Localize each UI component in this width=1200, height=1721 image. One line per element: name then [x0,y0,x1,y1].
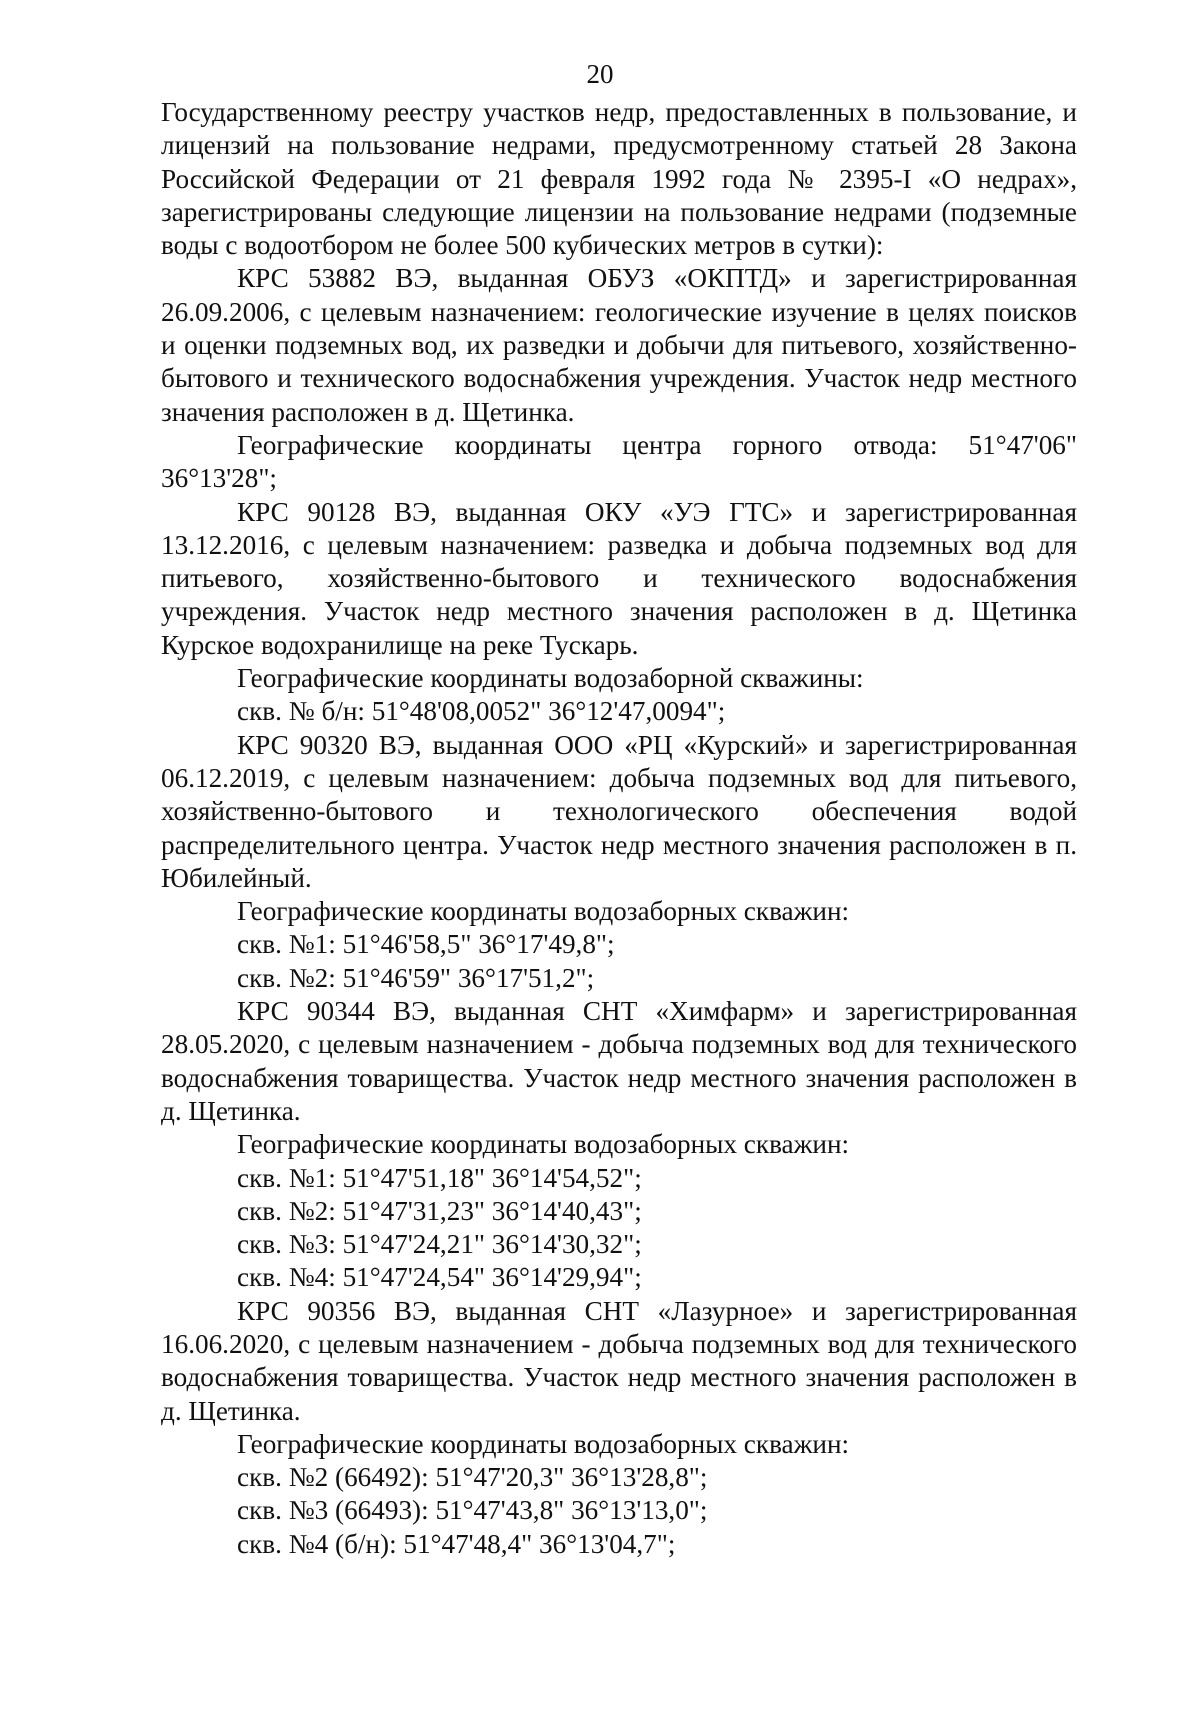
coordinates-header: Географические координаты центра горного отвода: 51°47'06" 36°13'28"; [161,429,1077,494]
coordinates-header: Географические координаты водозаборных скважин: [237,1428,850,1459]
page-number: 20 [586,59,614,89]
well-coordinate: скв. №3: 51°47'24,21" 36°14'30,32"; [237,1229,642,1260]
well-coordinate: скв. № б/н: 51°48'08,0052" 36°12'47,0094"; [237,696,726,727]
well-coordinate: скв. №4 (б/н): 51°47'48,4" 36°13'04,7"; [237,1528,676,1559]
license-paragraph: КРС 90344 ВЭ, выданная СНТ «Химфарм» и зарегистрированная 28.05.2020, с целевым назначением - добыча подземных вод для технического водоснабжения товарищества. Участок недр местного значения расположен в д. Щетинка. [161,996,1077,1126]
document-body [161,96,1077,1561]
well-coordinate: скв. №3 (66493): 51°47'43,8" 36°13'13,0"; [237,1495,708,1526]
well-coordinate: скв. №1: 51°46'58,5" 36°17'49,8"; [237,929,615,960]
coordinates-header: Географические координаты водозаборных скважин: [237,1129,850,1160]
well-coordinate: скв. №1: 51°47'51,18" 36°14'54,52"; [237,1162,642,1193]
coordinates-header: Географические координаты водозаборных скважин: [237,896,850,927]
license-paragraph: КРС 90356 ВЭ, выданная СНТ «Лазурное» и зарегистрированная 16.06.2020, с целевым назначением - добыча подземных вод для технического водоснабжения товарищества. Участок недр местного значения расположен в д. Щетинка. [161,1295,1077,1426]
well-coordinate: скв. №4: 51°47'24,54" 36°14'29,94"; [237,1262,642,1293]
well-coordinate: скв. №2: 51°46'59" 36°17'51,2"; [237,962,595,993]
license-paragraph: КРС 90320 ВЭ, выданная ООО «РЦ «Курский» и зарегистрированная 06.12.2019, с целевым назначением: добыча подземных вод для питьевого, хозяйственно-бытового и технологического обеспечения водой распределительного центра. Участок недр местного значения расположен в п. Юбилейный. [161,729,1077,893]
well-coordinate: скв. №2 (66492): 51°47'20,3" 36°13'28,8"; [237,1462,708,1493]
coordinates-header: Географические координаты водозаборной скважины: [237,663,864,694]
intro-paragraph: Государственному реестру участков недр, предоставленных в пользование, и лицензий на пользование недрами, предусмотренному статьей 28 Закона Российской Федерации от 21 февраля 1992 года № 2395-I «О недрах», зарегистрированы следующие лицензии на пользование недрами (подземные воды с водоотбором не более 500 кубических метров в сутки): [161,97,1077,261]
license-paragraph: КРС 53882 ВЭ, выданная ОБУЗ «ОКПТД» и зарегистрированная 26.09.2006, с целевым назначением: геологические изучение в целях поисков и оценки подземных вод, их разведки и добычи для питьевого, хозяйственно-бытового и технического водоснабжения учреждения. Участок недр местного значения расположен в д. Щетинка. [161,263,1077,427]
license-paragraph: КРС 90128 ВЭ, выданная ОКУ «УЭ ГТС» и зарегистрированная 13.12.2016, с целевым назначением: разведка и добыча подземных вод для питьевого, хозяйственно-бытового и технического водоснабжения учреждения. Участок недр местного значения расположен в д. Щетинка Курское водохранилище на реке Тускарь. [161,496,1077,660]
well-coordinate: скв. №2: 51°47'31,23" 36°14'40,43"; [237,1195,642,1226]
